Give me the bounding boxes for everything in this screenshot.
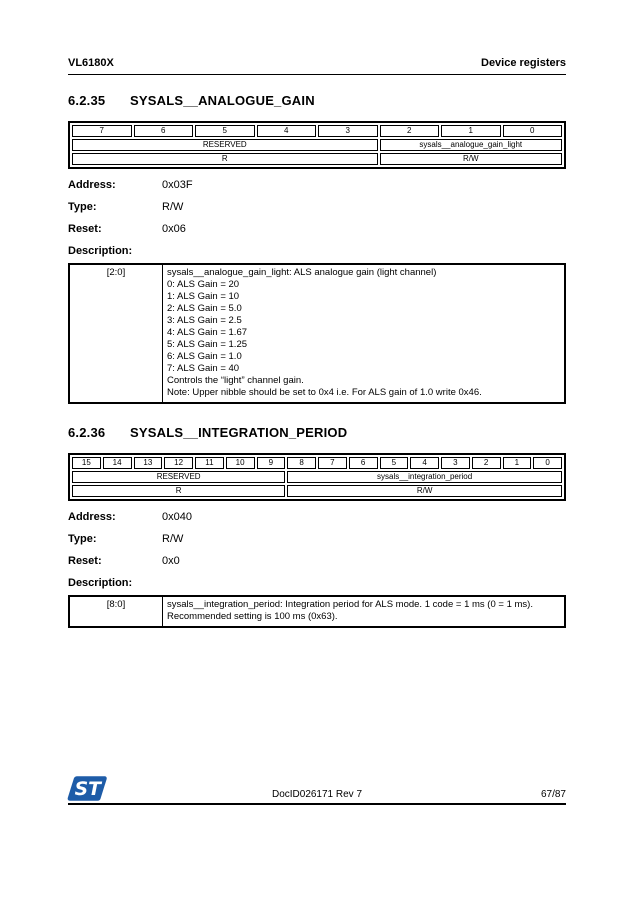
- description-label: Description:: [68, 577, 133, 589]
- field-name-row: [72, 139, 562, 151]
- desc-line: 1: ALS Gain = 10: [167, 291, 240, 302]
- type-label: Type:: [68, 533, 97, 545]
- register-meta: [68, 179, 566, 258]
- bit-cell: 5: [380, 457, 409, 469]
- type-label: Type:: [68, 201, 97, 213]
- bit-cell: 11: [195, 457, 224, 469]
- bit-cell: 7: [318, 457, 347, 469]
- address-value: 0x03F: [162, 179, 193, 191]
- bit-cell: 8: [287, 457, 316, 469]
- bit-cell: 4: [410, 457, 439, 469]
- footer-page-number: 67/87: [540, 789, 566, 800]
- section-number: 6.2.35: [68, 93, 106, 108]
- reset-row: [68, 223, 566, 236]
- header-chapter-title: Device registers: [481, 57, 566, 69]
- access-type-row: [72, 485, 562, 497]
- footer-doc-id: DocID026171 Rev 7: [271, 789, 363, 800]
- access-cell-r: R: [72, 153, 378, 165]
- address-label: Address:: [68, 511, 116, 523]
- type-value: R/W: [162, 201, 184, 213]
- desc-line: 2: ALS Gain = 5.0: [167, 303, 242, 314]
- address-value: 0x040: [162, 511, 192, 523]
- section-heading: [68, 93, 566, 108]
- field-cell-reserved: RESERVED: [72, 471, 285, 483]
- bit-cell: 13: [134, 457, 163, 469]
- section-title: SYSALS__INTEGRATION_PERIOD: [130, 425, 348, 440]
- bit-cell: 2: [472, 457, 501, 469]
- reset-value: 0x06: [162, 223, 186, 235]
- description-bit-range: [2:0]: [70, 265, 163, 402]
- bit-cell: 15: [72, 457, 101, 469]
- description-body: [163, 597, 564, 626]
- bit-cell: 1: [441, 125, 501, 137]
- access-type-row: [72, 153, 562, 165]
- page-footer: [68, 775, 566, 805]
- field-cell-reserved: RESERVED: [72, 139, 378, 151]
- bit-cell: 0: [503, 125, 563, 137]
- description-label: Description:: [68, 245, 133, 257]
- type-row: [68, 201, 566, 214]
- address-row: [68, 511, 566, 524]
- bit-cell: 5: [195, 125, 255, 137]
- bit-number-row: [72, 457, 562, 469]
- section-sysals-analogue-gain: [68, 93, 566, 404]
- bit-cell: 6: [134, 125, 194, 137]
- access-cell-rw: R/W: [380, 153, 563, 165]
- register-meta: [68, 511, 566, 590]
- svg-text:ST: ST: [74, 779, 102, 801]
- bit-cell: 2: [380, 125, 440, 137]
- desc-line: 5: ALS Gain = 1.25: [167, 339, 248, 350]
- description-table: [68, 263, 566, 404]
- access-cell-rw: R/W: [287, 485, 562, 497]
- description-table: [68, 595, 566, 628]
- header-product-name: VL6180X: [68, 57, 114, 69]
- reset-value: 0x0: [162, 555, 180, 567]
- description-bit-range: [8:0]: [70, 597, 163, 626]
- bit-cell: 1: [503, 457, 532, 469]
- desc-line: Controls the “light” channel gain.: [167, 375, 304, 386]
- desc-line: 4: ALS Gain = 1.67: [167, 327, 248, 338]
- page-header: [68, 0, 566, 75]
- desc-line: 0: ALS Gain = 20: [167, 279, 240, 290]
- register-bit-table: [68, 121, 566, 169]
- bit-cell: 10: [226, 457, 255, 469]
- access-cell-r: R: [72, 485, 285, 497]
- bit-cell: 7: [72, 125, 132, 137]
- bit-cell: 14: [103, 457, 132, 469]
- bit-number-row: [72, 125, 562, 137]
- bit-cell: 3: [441, 457, 470, 469]
- desc-line: sysals__analogue_gain_light: ALS analogue gain (light channel): [167, 267, 437, 278]
- register-bit-table: [68, 453, 566, 501]
- section-heading: [68, 425, 566, 440]
- bit-cell: 0: [533, 457, 562, 469]
- bit-cell: 9: [257, 457, 286, 469]
- bit-cell: 6: [349, 457, 378, 469]
- desc-line: 6: ALS Gain = 1.0: [167, 351, 242, 362]
- field-cell-integration-period: sysals__integration_period: [287, 471, 562, 483]
- section-sysals-integration-period: [68, 425, 566, 628]
- section-number: 6.2.36: [68, 425, 106, 440]
- desc-line: 7: ALS Gain = 40: [167, 363, 240, 374]
- bit-cell: 12: [164, 457, 193, 469]
- reset-label: Reset:: [68, 555, 102, 567]
- address-label: Address:: [68, 179, 116, 191]
- field-cell-gain-light: sysals__analogue_gain_light: [380, 139, 563, 151]
- reset-label: Reset:: [68, 223, 102, 235]
- desc-line: 3: ALS Gain = 2.5: [167, 315, 242, 326]
- field-name-row: [72, 471, 562, 483]
- page-content: [68, 0, 566, 628]
- desc-line: sysals__integration_period: Integration period for ALS mode. 1 code = 1 ms (0 = 1 ms). Recommended setting is 100 ms (0x63).: [167, 599, 533, 622]
- bit-cell: 3: [318, 125, 378, 137]
- description-body: [163, 265, 564, 402]
- bit-cell: 4: [257, 125, 317, 137]
- type-value: R/W: [162, 533, 184, 545]
- desc-line: Note: Upper nibble should be set to 0x4 i.e. For ALS gain of 1.0 write 0x46.: [167, 387, 482, 398]
- address-row: [68, 179, 566, 192]
- reset-row: [68, 555, 566, 568]
- type-row: [68, 533, 566, 546]
- section-title: SYSALS__ANALOGUE_GAIN: [130, 93, 315, 108]
